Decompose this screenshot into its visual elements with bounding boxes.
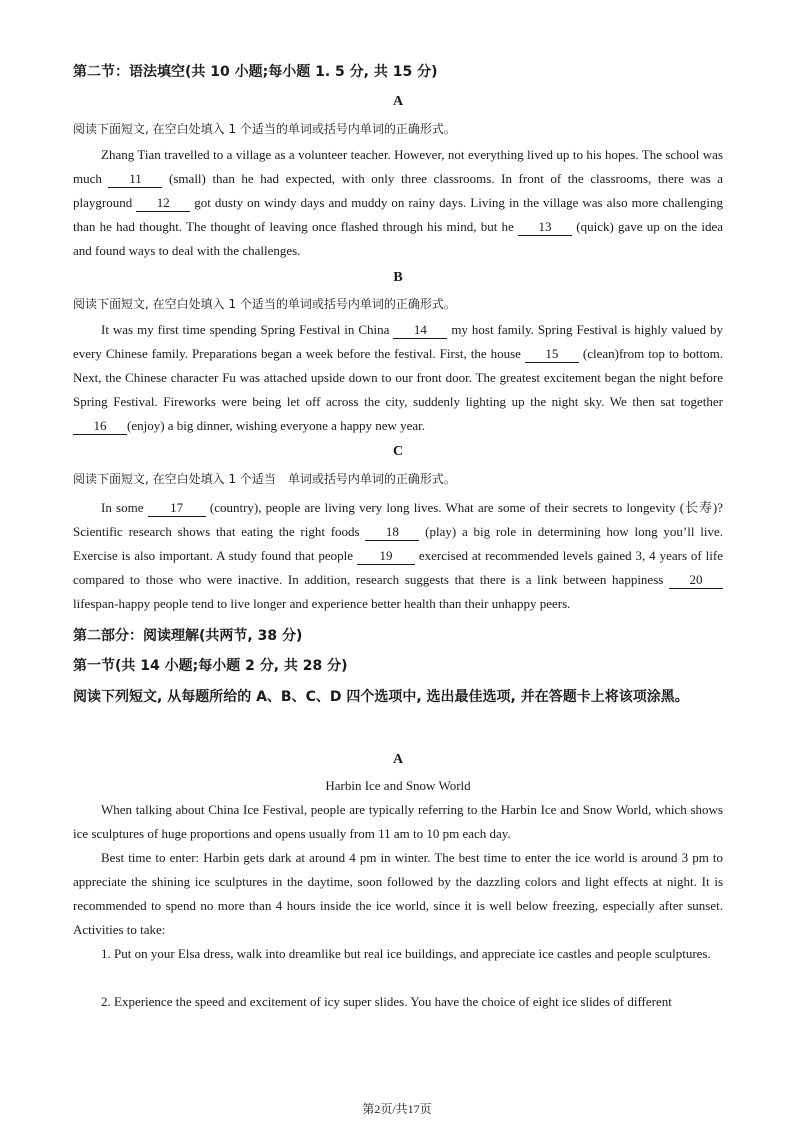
section-heading-grammar: 第二节：语法填空(共 10 小题;每小题 1. 5 分, 共 15 分) [73,64,438,80]
blank-20[interactable]: 20 [669,571,723,589]
blank-14[interactable]: 14 [393,321,447,339]
reading-a-paragraph-2: Best time to enter: Harbin gets dark at around 4 pm in winter. The best time to enter the ice world is around 3 pm to appreciate the shining ice sculptures in the daytime, soon followed by the dazzling colors and light effects at night. It is recommended to spend no more than 4 hours inside the ice world, since it is well below freezing, especially after sunset. Activities to take: [73,850,723,937]
reading-instruction: 阅读下列短文, 从每题所给的 A、B、C、D 四个选项中, 选出最佳选项, 并在答题卡上将该项涂黑。 [73,689,689,705]
reading-a-activity-1: 1. Put on your Elsa dress, walk into dreamlike but real ice buildings, and appreciate ice castles and people sculptures. [101,946,711,961]
reading-a-letter: A [392,752,404,767]
blank-11[interactable]: 11 [108,170,162,188]
part-a-passage: Zhang Tian travelled to a village as a volunteer teacher. However, not everything lived up to his hopes. The school was much 11 (small) than he had expected, with only three classrooms. In front of the classrooms, there was a playground 12 got dusty on windy days and muddy on rainy days. Living in the village was also more challenging than he had thought. The thought of leaving once flashed through his mind, but he 13 (quick) gave up on the idea and found ways to deal with the challenges. [73,147,723,258]
page-number: 第2页/共17页 [362,1102,432,1116]
blank-18[interactable]: 18 [365,523,419,541]
reading-a-paragraph-1: When talking about China Ice Festival, people are typically referring to the Harbin Ice and Snow World, which shows ice sculptures of huge proportions and opens usually from 11 am to 10 pm each day. [73,802,723,841]
blank-12[interactable]: 12 [136,194,190,212]
part-b-instruction: 阅读下面短文, 在空白处填入 1 个适当的单词或括号内单词的正确形式。 [73,297,456,311]
blank-16[interactable]: 16 [73,417,127,435]
part-c-letter: C [392,444,404,459]
part-b-letter: B [393,270,403,285]
reading-a-title: Harbin Ice and Snow World [325,778,471,793]
part-c-passage: In some 17 (country), people are living very long lives. What are some of their secrets to longevity (长寿)? Scientific research shows that eating the right foods 18 (play) a big role in determining how long you’ll live. Exercise is also important. A study found that people 19 exercised at recommended levels gained 3, 4 years of life compared to those who were inactive. In addition, research suggests that there is a link between happiness 20lifespan-happy people tend to live longer and experience better health than their unhappy peers. [73,500,724,611]
part-a-instruction: 阅读下面短文, 在空白处填入 1 个适当的单词或括号内单词的正确形式。 [73,122,456,136]
blank-13[interactable]: 13 [518,218,572,236]
part-b-passage: It was my first time spending Spring Festival in China 14 my host family. Spring Festival is highly valued by every Chinese family. Preparations began a week before the festival. First, the house 15 (clean)from top to bottom. Next, the Chinese character Fu was attached upside down to our front door. The greatest excitement began the night before Spring Festival. Fireworks were being let off across the city, suddenly lighting up the night sky. We then sat together 16 (enjoy) a big dinner, wishing everyone a happy new year. [73,322,723,433]
reading-a-activity-2: 2. Experience the speed and excitement of icy super slides. You have the choice of eight ice slides of different [101,994,672,1009]
part-two-heading: 第二部分：阅读理解(共两节, 38 分) [73,628,303,644]
part-a-letter: A [392,94,404,109]
part-c-instruction: 阅读下面短文, 在空白处填入 1 个适当 单词或括号内单词的正确形式。 [73,472,456,486]
blank-19[interactable]: 19 [357,547,415,565]
blank-17[interactable]: 17 [148,499,206,517]
blank-15[interactable]: 15 [525,345,579,363]
section-one-heading: 第一节(共 14 小题;每小题 2 分, 共 28 分) [73,658,348,674]
